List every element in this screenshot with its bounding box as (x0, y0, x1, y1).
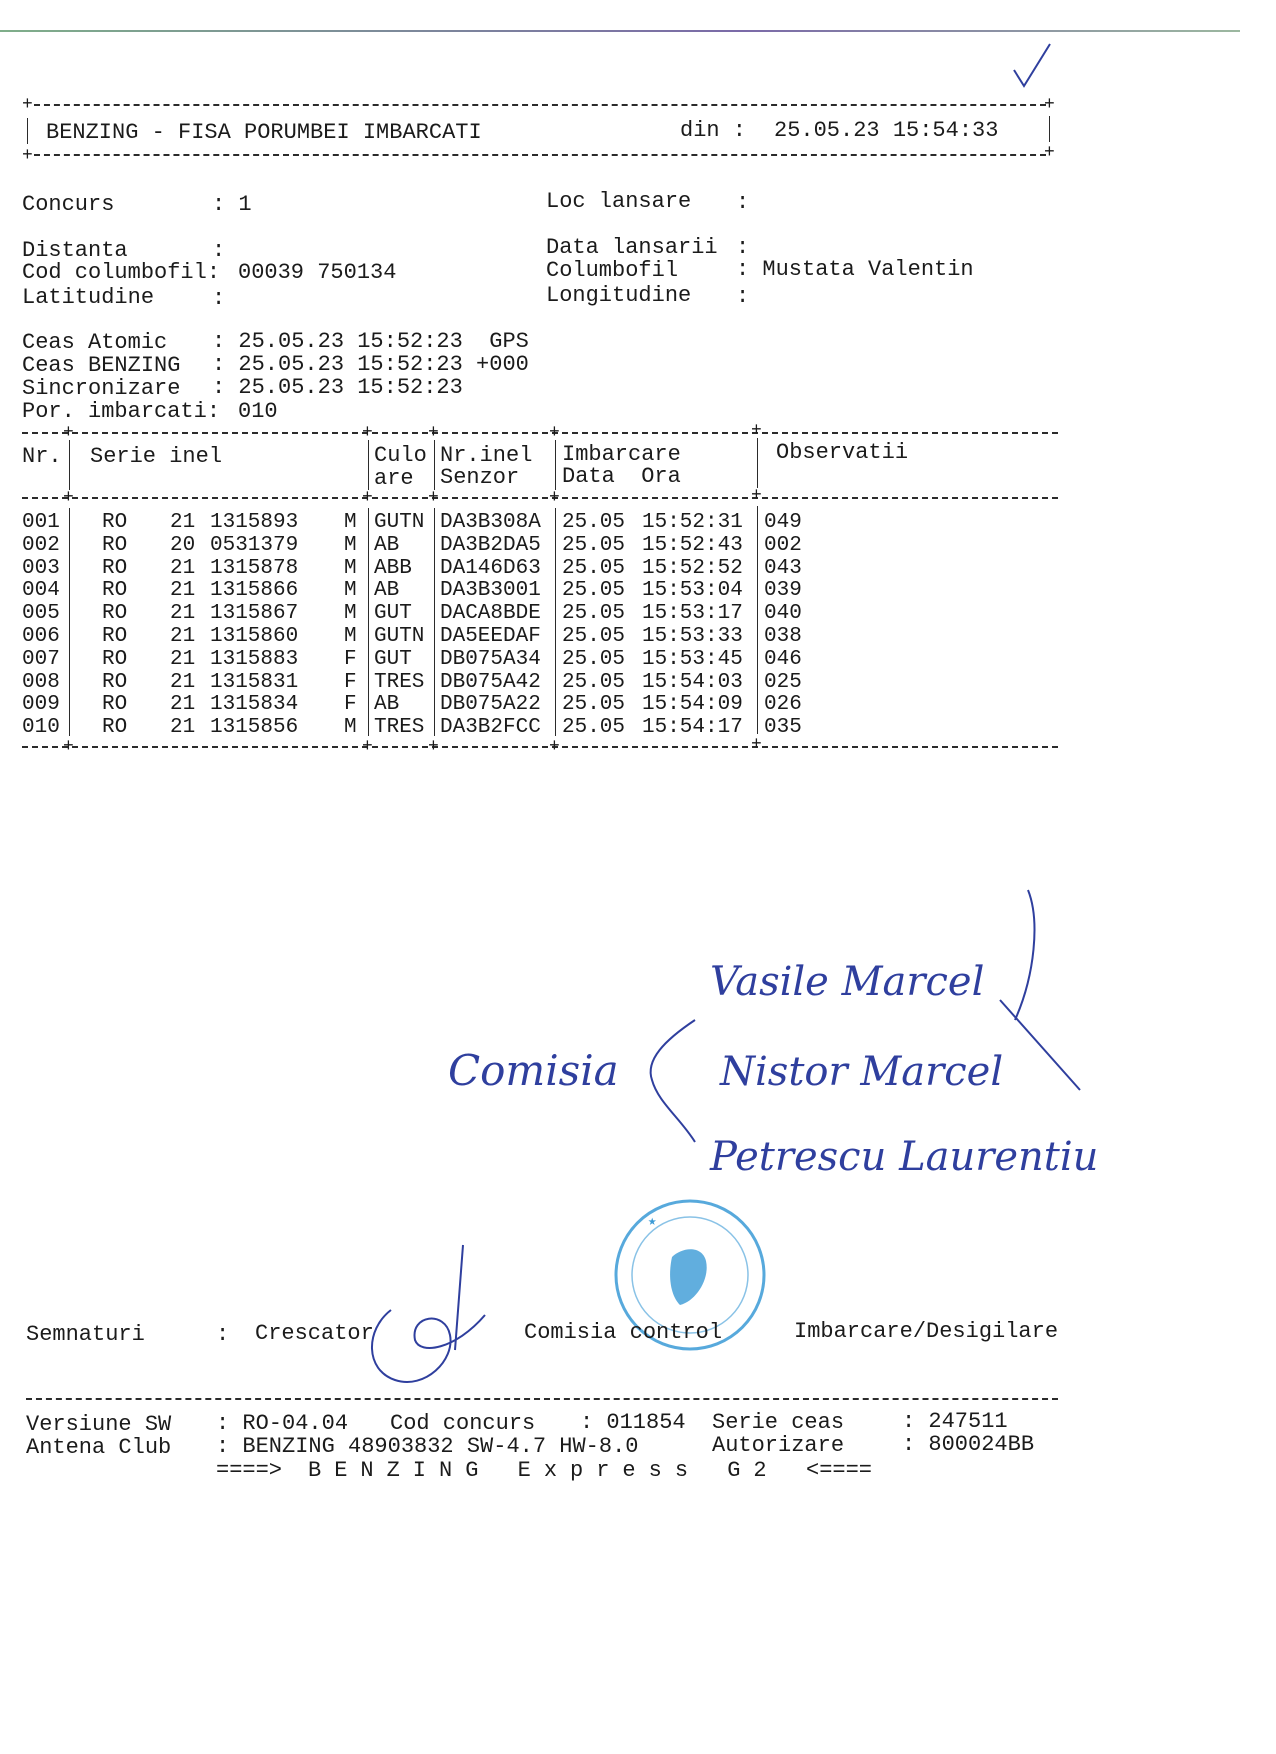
row-observation: 026 (764, 693, 802, 717)
versiune-sw-label: Versiune SW (26, 1412, 172, 1437)
table-plus: + (63, 488, 74, 508)
row-sex: F (344, 647, 357, 671)
col-divider (434, 440, 435, 490)
row-sensor-ring: DACA8BDE (440, 602, 541, 626)
row-sex: M (344, 579, 357, 603)
cod-columbofil-value: 00039 750134 (238, 260, 397, 285)
row-sensor-ring: DA3B2FCC (440, 716, 541, 740)
header-right-bar (1049, 116, 1050, 142)
col-header-imbarcare-2: Data Ora (562, 464, 681, 489)
col-divider (368, 508, 369, 736)
row-date: 25.05 (562, 693, 626, 717)
row-observation: 025 (764, 670, 802, 694)
row-sex: F (344, 693, 357, 717)
row-color: ABB (374, 556, 412, 580)
longitudine-label: Longitudine (546, 283, 692, 308)
row-year: 21 (170, 511, 196, 534)
grower-signature (355, 1240, 505, 1390)
row-country: RO (102, 579, 128, 603)
table-plus: + (63, 737, 74, 757)
col-header-observatii: Observatii (776, 440, 909, 465)
express-arrow-right: <==== (806, 1458, 873, 1483)
row-country: RO (102, 625, 128, 648)
row-observation: 035 (764, 716, 802, 740)
row-ring-number: 1315834 (210, 693, 299, 717)
row-date: 25.05 (562, 670, 626, 694)
concurs-label: Concurs (22, 192, 115, 217)
row-observation: 002 (764, 533, 802, 557)
col-divider (555, 440, 556, 490)
row-year: 21 (170, 647, 196, 671)
row-year: 21 (170, 602, 196, 626)
latitudine-value: : (212, 286, 226, 311)
antena-club-label: Antena Club (26, 1435, 172, 1460)
ceas-benzing-value: : 25.05.23 15:52:23 +000 (212, 352, 529, 377)
row-nr: 005 (22, 602, 60, 626)
row-color: TRES (374, 670, 425, 694)
print-date-label: din : (680, 118, 747, 143)
handwritten-name-2: Nistor Marcel (720, 1049, 1004, 1095)
row-ring-number: 1315878 (210, 556, 299, 580)
concurs-value: : 1 (212, 192, 252, 217)
row-time: 15:53:17 (642, 602, 743, 626)
row-date: 25.05 (562, 602, 626, 626)
row-year: 21 (170, 556, 196, 580)
loc-lansare-label: Loc lansare (546, 189, 692, 214)
row-observation: 039 (764, 579, 802, 603)
ceas-benzing-label: Ceas BENZING (22, 353, 181, 378)
handwritten-name-1: Vasile Marcel (710, 959, 985, 1005)
row-sex: M (344, 625, 357, 648)
row-ring-number: 0531379 (210, 533, 299, 557)
corner-plus: + (1044, 95, 1055, 115)
row-time: 15:54:17 (642, 716, 743, 740)
antena-club-value: : BENZING 48903832 SW-4.7 HW-8.0 (216, 1434, 639, 1459)
row-sensor-ring: DB075A34 (440, 647, 541, 671)
row-date: 25.05 (562, 625, 626, 648)
serie-ceas-label: Serie ceas (712, 1410, 845, 1435)
row-nr: 007 (22, 647, 60, 671)
row-color: GUT (374, 647, 412, 671)
row-time: 15:53:04 (642, 579, 743, 603)
footer-rule (26, 1398, 1058, 1400)
header-bottom-rule (34, 154, 1046, 156)
col-divider (368, 440, 369, 490)
row-year: 21 (170, 670, 196, 694)
table-plus: + (751, 486, 762, 506)
row-date: 25.05 (562, 579, 626, 603)
col-divider (757, 506, 758, 734)
row-sex: M (344, 511, 357, 534)
loc-lansare-value: : (736, 190, 750, 215)
row-sensor-ring: DB075A22 (440, 693, 541, 717)
row-ring-number: 1315856 (210, 716, 299, 740)
ceas-atomic-label: Ceas Atomic (22, 330, 168, 355)
header-left-bar (27, 118, 28, 144)
row-nr: 001 (22, 511, 60, 534)
print-date-value: 25.05.23 15:54:33 (774, 118, 999, 143)
handwritten-name-3: Petrescu Laurentiu (710, 1134, 1099, 1180)
row-country: RO (102, 556, 128, 580)
table-plus: + (362, 488, 373, 508)
imbarcare-desigilare-label: Imbarcare/Desigilare (794, 1319, 1059, 1344)
row-ring-number: 1315831 (210, 670, 299, 694)
row-sex: F (344, 670, 357, 694)
table-plus: + (428, 488, 439, 508)
row-nr: 003 (22, 556, 60, 580)
row-sensor-ring: DA3B3001 (440, 579, 541, 603)
row-date: 25.05 (562, 647, 626, 671)
row-time: 15:53:33 (642, 625, 743, 648)
row-date: 25.05 (562, 556, 626, 580)
columbofil-value: : Mustata Valentin (736, 257, 974, 282)
row-color: AB (374, 693, 400, 717)
row-ring-number: 1315883 (210, 647, 299, 671)
semnaturi-label: Semnaturi (26, 1322, 145, 1347)
crescator-label: Crescator (255, 1321, 374, 1346)
columbofil-label: Columbofil (546, 258, 679, 283)
row-sex: M (344, 602, 357, 626)
corner-plus: + (22, 146, 33, 166)
sincronizare-label: Sincronizare (22, 376, 181, 401)
row-color: GUT (374, 602, 412, 626)
row-date: 25.05 (562, 716, 626, 740)
col-divider (757, 438, 758, 488)
row-country: RO (102, 716, 128, 740)
document-title: BENZING - FISA PORUMBEI IMBARCATI (46, 120, 482, 145)
row-date: 25.05 (562, 511, 626, 534)
row-sensor-ring: DA5EEDAF (440, 625, 541, 648)
express-banner: BENZING Express G2 (308, 1458, 780, 1483)
check-mark-icon (1010, 40, 1060, 92)
row-year: 21 (170, 693, 196, 717)
distanta-label: Distanta (22, 238, 128, 263)
row-date: 25.05 (562, 533, 626, 557)
express-arrow-left: ====> (216, 1458, 283, 1483)
row-country: RO (102, 670, 128, 694)
table-plus: + (549, 737, 560, 757)
data-lansarii-value: : (736, 235, 750, 260)
handwritten-commission-names (440, 880, 1120, 1220)
porumbei-imbarcati-value: 010 (238, 399, 278, 424)
row-country: RO (102, 533, 128, 557)
serie-ceas-value: : 247511 (902, 1409, 1008, 1434)
table-plus: + (63, 423, 74, 443)
svg-text:★: ★ (648, 1214, 657, 1230)
latitudine-label: Latitudine (22, 285, 155, 310)
row-country: RO (102, 511, 128, 534)
semnaturi-colon: : (216, 1322, 230, 1347)
row-nr: 008 (22, 670, 60, 694)
col-header-culoare-1: Culo (374, 443, 427, 468)
data-lansarii-label: Data lansarii (546, 235, 718, 260)
row-nr: 010 (22, 716, 60, 740)
cod-concurs-value: : 011854 (580, 1410, 686, 1435)
table-plus: + (751, 735, 762, 755)
versiune-sw-value: : RO-04.04 (216, 1411, 349, 1436)
col-header-senzor-2: Senzor (440, 465, 520, 490)
row-country: RO (102, 693, 128, 717)
row-observation: 038 (764, 625, 802, 648)
porumbei-imbarcati-label: Por. imbarcati: (22, 399, 221, 424)
scan-edge-line (0, 30, 1240, 32)
row-ring-number: 1315866 (210, 579, 299, 603)
col-divider (69, 440, 70, 490)
header-top-rule (34, 104, 1046, 106)
row-color: AB (374, 579, 400, 603)
row-sensor-ring: DA3B308A (440, 511, 541, 534)
comisia-control-label: Comisia control (524, 1320, 723, 1345)
row-observation: 049 (764, 511, 802, 534)
row-ring-number: 1315860 (210, 625, 299, 648)
row-year: 21 (170, 579, 196, 603)
row-sensor-ring: DA146D63 (440, 556, 541, 580)
longitudine-value: : (736, 284, 750, 309)
row-time: 15:54:09 (642, 693, 743, 717)
table-header-rule (22, 497, 1058, 499)
row-nr: 004 (22, 579, 60, 603)
distanta-value: : (212, 238, 226, 263)
row-year: 20 (170, 533, 196, 557)
sincronizare-value: : 25.05.23 15:52:23 (212, 375, 463, 400)
cod-columbofil-label: Cod columbofil: (22, 260, 221, 285)
row-time: 15:53:45 (642, 647, 743, 671)
handwritten-comisia: Comisia (448, 1046, 619, 1095)
table-plus: + (428, 737, 439, 757)
table-plus: + (362, 737, 373, 757)
row-country: RO (102, 647, 128, 671)
table-plus: + (362, 423, 373, 443)
col-divider (555, 508, 556, 736)
row-time: 15:52:31 (642, 511, 743, 534)
col-header-serie: Serie inel (90, 444, 223, 469)
row-year: 21 (170, 625, 196, 648)
row-observation: 040 (764, 602, 802, 626)
row-nr: 009 (22, 693, 60, 717)
row-sex: M (344, 533, 357, 557)
table-plus: + (751, 421, 762, 441)
row-sex: M (344, 556, 357, 580)
row-nr: 002 (22, 533, 60, 557)
row-color: GUTN (374, 511, 425, 534)
table-plus: + (549, 488, 560, 508)
col-header-culoare-2: are (374, 466, 414, 491)
row-ring-number: 1315867 (210, 602, 299, 626)
ceas-atomic-value: : 25.05.23 15:52:23 GPS (212, 329, 529, 354)
row-sex: M (344, 716, 357, 740)
row-observation: 043 (764, 556, 802, 580)
row-observation: 046 (764, 647, 802, 671)
table-plus: + (428, 423, 439, 443)
corner-plus: + (1044, 143, 1055, 163)
table-plus: + (549, 423, 560, 443)
row-nr: 006 (22, 625, 60, 648)
col-header-senzor-1: Nr.inel (440, 443, 533, 468)
autorizare-label: Autorizare (712, 1433, 845, 1458)
cod-concurs-label: Cod concurs (390, 1411, 536, 1436)
row-time: 15:52:52 (642, 556, 743, 580)
row-country: RO (102, 602, 128, 626)
row-year: 21 (170, 716, 196, 740)
row-ring-number: 1315893 (210, 511, 299, 534)
corner-plus: + (22, 95, 33, 115)
autorizare-value: : 800024BB (902, 1432, 1035, 1457)
col-header-imbarcare-1: Imbarcare (562, 442, 681, 467)
row-color: GUTN (374, 625, 425, 648)
row-time: 15:54:03 (642, 670, 743, 694)
col-header-nr: Nr. (22, 444, 62, 469)
row-sensor-ring: DB075A42 (440, 670, 541, 694)
col-divider (69, 508, 70, 736)
row-time: 15:52:43 (642, 533, 743, 557)
table-bottom-rule (22, 746, 1058, 748)
row-color: AB (374, 533, 400, 557)
row-color: TRES (374, 716, 425, 740)
col-divider (434, 508, 435, 736)
table-top-rule (22, 432, 1058, 434)
row-sensor-ring: DA3B2DA5 (440, 533, 541, 557)
